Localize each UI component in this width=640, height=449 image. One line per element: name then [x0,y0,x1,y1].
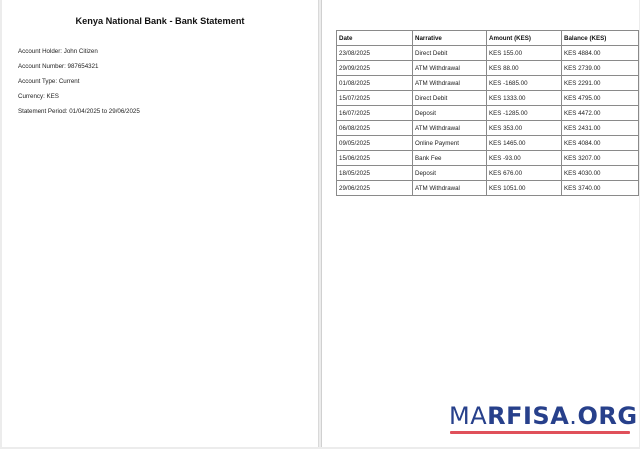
cell-amount: KES -1685.00 [487,76,562,91]
cell-amount: KES 1051.00 [487,181,562,196]
cell-narrative: ATM Withdrawal [413,121,487,136]
cell-balance: KES 4030.00 [562,166,639,181]
page-left [2,0,319,447]
logo-text [449,402,638,430]
cell-balance: KES 3207.00 [562,151,639,166]
cell-narrative: Deposit [413,166,487,181]
cell-balance: KES 4884.00 [562,46,639,61]
table-row [337,121,639,136]
cell-date: 15/07/2025 [337,91,413,106]
table-row [337,46,639,61]
table-row [337,61,639,76]
cell-amount: KES 676.00 [487,166,562,181]
cell-narrative: ATM Withdrawal [413,181,487,196]
account-holder: Account Holder: John Citizen [18,48,98,55]
cell-balance: KES 2739.00 [562,61,639,76]
cell-date: 29/06/2025 [337,181,413,196]
header-amount: Amount (KES) [487,31,562,46]
table-row [337,181,639,196]
cell-amount: KES 1465.00 [487,136,562,151]
cell-balance: KES 4084.00 [562,136,639,151]
cell-date: 23/08/2025 [337,46,413,61]
account-type: Account Type: Current [18,78,80,85]
cell-narrative: ATM Withdrawal [413,76,487,91]
logo-text-light: MA [449,402,488,430]
currency: Currency: KES [18,93,59,100]
logo-text-bold-2: ORG [577,402,638,430]
cell-balance: KES 2431.00 [562,121,639,136]
statement-period: Statement Period: 01/04/2025 to 29/06/2025 [18,108,140,115]
cell-amount: KES 1333.00 [487,91,562,106]
table-row [337,106,639,121]
cell-narrative: Direct Debit [413,91,487,106]
table-row [337,151,639,166]
cell-date: 16/07/2025 [337,106,413,121]
account-number: Account Number: 987654321 [18,63,99,70]
cell-amount: KES 353.00 [487,121,562,136]
cell-date: 29/09/2025 [337,61,413,76]
table-row [337,76,639,91]
cell-narrative: Bank Fee [413,151,487,166]
table-row [337,136,639,151]
cell-balance: KES 2291.00 [562,76,639,91]
statement-title: Kenya National Bank - Bank Statement [75,16,245,26]
table-row [337,91,639,106]
cell-narrative: Direct Debit [413,46,487,61]
cell-balance: KES 3740.00 [562,181,639,196]
cell-date: 15/06/2025 [337,151,413,166]
table-header-row [337,31,639,46]
cell-narrative: ATM Withdrawal [413,61,487,76]
transactions-table [336,30,639,196]
header-balance: Balance (KES) [562,31,639,46]
marfisa-watermark-logo [449,402,638,436]
logo-underline [450,431,630,434]
cell-date: 09/05/2025 [337,136,413,151]
cell-narrative: Online Payment [413,136,487,151]
cell-amount: KES -93.00 [487,151,562,166]
cell-date: 01/08/2025 [337,76,413,91]
cell-balance: KES 4472.00 [562,106,639,121]
cell-amount: KES 155.00 [487,46,562,61]
cell-amount: KES 88.00 [487,61,562,76]
page-right [321,0,639,447]
cell-balance: KES 4795.00 [562,91,639,106]
cell-narrative: Deposit [413,106,487,121]
header-narrative: Narrative [413,31,487,46]
table-row [337,166,639,181]
logo-text-dot: . [569,402,578,430]
cell-amount: KES -1285.00 [487,106,562,121]
cell-date: 18/05/2025 [337,166,413,181]
cell-date: 06/08/2025 [337,121,413,136]
header-date: Date [337,31,413,46]
logo-text-bold-1: RFISA [487,402,570,430]
